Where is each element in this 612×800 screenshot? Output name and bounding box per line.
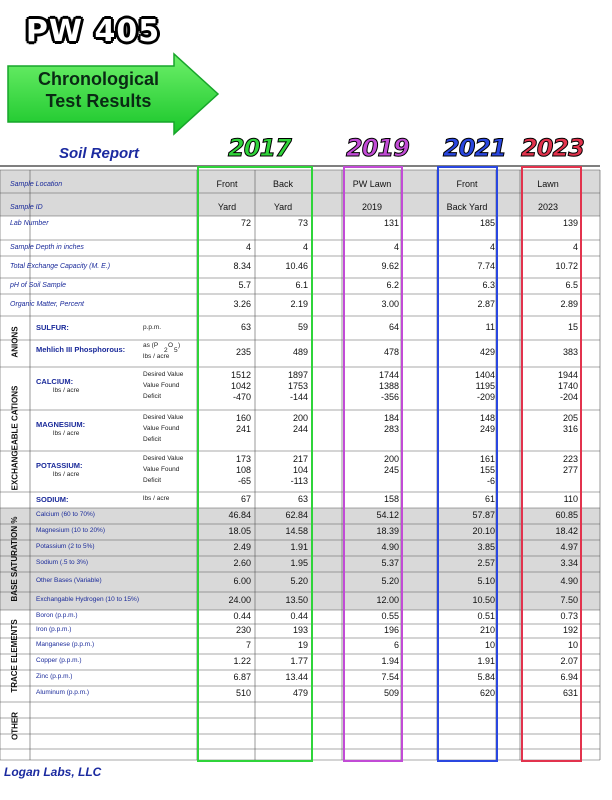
year-2023-label: 2023 [521, 134, 584, 162]
mg_sat-label: Magnesium (10 to 20%) [36, 527, 106, 534]
phos-unit-2: 2 [164, 347, 168, 354]
sulfur-label: SULFUR: [36, 323, 69, 332]
sodium-value: 67 [240, 494, 251, 504]
copper-value: 1.91 [477, 656, 495, 666]
om-value: 3.00 [381, 299, 399, 309]
magnesium-desired-label: Desired Value [143, 414, 184, 421]
sample_depth-value: 4 [245, 242, 251, 252]
magnesium-found-label: Value Found [143, 425, 180, 432]
na_sat-value: 1.95 [290, 558, 308, 568]
potassium-deficit-value: -6 [486, 476, 495, 486]
other_sat-value: 5.20 [381, 576, 399, 586]
calcium-unit: lbs / acre [53, 387, 80, 394]
calcium-found-value: 1042 [230, 381, 251, 391]
sample-id-cell: Back Yard [446, 202, 488, 212]
k_sat-value: 3.85 [477, 542, 495, 552]
iron-value: 210 [479, 625, 495, 635]
other_sat-value: 5.10 [477, 576, 495, 586]
magnesium-found-value: 283 [383, 424, 399, 434]
k_sat-label: Potassium (2 to 5%) [36, 543, 95, 550]
sulfur-value: 59 [297, 322, 308, 332]
calcium-found-value: 1388 [378, 381, 399, 391]
copper-value: 1.77 [290, 656, 308, 666]
copper-value: 1.22 [233, 656, 251, 666]
na_sat-value: 2.60 [233, 558, 251, 568]
magnesium-desired-value: 160 [235, 413, 251, 423]
zinc-value: 6.87 [233, 672, 251, 682]
trace-elements-section-label: TRACE ELEMENTS [10, 619, 19, 693]
h_sat-label: Exchangable Hydrogen (10 to 15%) [36, 596, 139, 603]
magnesium-found-value: 241 [235, 424, 251, 434]
boron-value: 0.44 [233, 611, 251, 621]
ca_sat-value: 60.85 [555, 510, 578, 520]
calcium-found-value: 1740 [557, 381, 578, 391]
lab_number-value: 72 [240, 217, 251, 228]
lab_number-value: 131 [383, 217, 399, 228]
tec-value: 9.62 [381, 261, 399, 271]
potassium-desired-value: 161 [479, 454, 495, 464]
potassium-found-value: 108 [235, 465, 251, 475]
h_sat-value: 13.50 [285, 595, 308, 605]
phos-value: 429 [479, 347, 495, 357]
sodium-value: 61 [484, 494, 495, 504]
boron-value: 0.51 [477, 611, 495, 621]
zinc-value: 6.94 [560, 672, 578, 682]
other_sat-label: Other Bases (Variable) [36, 577, 102, 584]
na_sat-label: Sodium (.5 to 3%) [36, 559, 89, 566]
sample-location-cell: PW Lawn [352, 179, 392, 189]
iron-value: 192 [562, 625, 578, 635]
year-2017-box [197, 166, 313, 762]
sample-location-cell: Lawn [537, 179, 559, 189]
sample-location-cell: Back [272, 179, 293, 189]
potassium-deficit-value: -65 [237, 476, 251, 486]
year-2019-label: 2019 [346, 134, 409, 162]
h_sat-value: 24.00 [228, 595, 251, 605]
k_sat-value: 4.90 [381, 542, 399, 552]
sodium-label: SODIUM: [36, 495, 69, 504]
calcium-desired-value: 1897 [287, 370, 308, 380]
om-value: 2.19 [290, 299, 308, 309]
calcium-label: CALCIUM: [36, 377, 74, 386]
manganese-value: 10 [484, 640, 495, 650]
mg_sat-value: 14.58 [285, 526, 308, 536]
potassium-found-value: 155 [479, 465, 495, 475]
calcium-deficit-value: -356 [380, 392, 399, 402]
lab_number-value: 73 [297, 217, 308, 228]
magnesium-deficit-label: Deficit [143, 436, 162, 443]
report-code-title: PW 405 [25, 14, 161, 49]
magnesium-found-value: 316 [562, 424, 578, 434]
other_sat-value: 6.00 [233, 576, 251, 586]
boron-value: 0.73 [560, 611, 578, 621]
phos-value: 478 [383, 347, 399, 357]
na_sat-value: 5.37 [381, 558, 399, 568]
lab_number-value: 185 [479, 217, 495, 228]
h_sat-value: 12.00 [376, 595, 399, 605]
magnesium-desired-value: 148 [479, 413, 495, 423]
sulfur-value: 63 [240, 322, 251, 332]
calcium-deficit-label: Deficit [143, 393, 162, 400]
ph-value: 6.1 [295, 280, 308, 290]
k_sat-value: 1.91 [290, 542, 308, 552]
manganese-value: 7 [245, 640, 251, 650]
boron-label: Boron (p.p.m.) [36, 612, 78, 619]
magnesium-desired-value: 200 [292, 413, 308, 423]
potassium-desired-value: 173 [235, 454, 251, 464]
ca_sat-value: 62.84 [285, 510, 308, 520]
anions-section-label: ANIONS [10, 325, 19, 358]
iron-value: 196 [383, 625, 399, 635]
iron-label: Iron (p.p.m.) [36, 626, 72, 633]
potassium-found-label: Value Found [143, 466, 180, 473]
ph-value: 6.2 [386, 280, 399, 290]
h_sat-value: 10.50 [472, 595, 495, 605]
sulfur-value: 64 [388, 322, 399, 332]
ca_sat-value: 54.12 [376, 510, 399, 520]
h_sat-value: 7.50 [560, 595, 578, 605]
ph-label: pH of Soil Sample [10, 282, 67, 289]
zinc-value: 13.44 [285, 672, 308, 682]
om-value: 3.26 [233, 299, 251, 309]
aluminum-value: 631 [562, 688, 578, 698]
potassium-deficit-value: -113 [290, 476, 308, 486]
calcium-found-label: Value Found [143, 382, 180, 389]
year-2023-box [521, 166, 582, 762]
manganese-value: 6 [393, 640, 399, 650]
iron-value: 230 [235, 625, 251, 635]
copper-value: 2.07 [560, 656, 578, 666]
calcium-desired-value: 1404 [474, 370, 495, 380]
aluminum-label: Aluminum (p.p.m.) [36, 689, 90, 696]
sample_depth-label: Sample Depth in inches [10, 244, 84, 251]
mg_sat-value: 18.05 [228, 526, 251, 536]
ca_sat-label: Calcium (60 to 70%) [36, 511, 95, 518]
potassium-desired-value: 217 [292, 454, 308, 464]
sulfur-value: 15 [567, 322, 578, 332]
sodium-value: 110 [563, 494, 578, 504]
report-title: Soil Report [59, 145, 140, 162]
lab_number-label: Lab Number [10, 219, 49, 227]
om-label: Organic Matter, Percent [10, 301, 84, 308]
sulfur-unit: p.p.m. [143, 324, 162, 331]
sodium-unit: lbs / acre [143, 495, 170, 502]
magnesium-unit: lbs / acre [53, 430, 80, 437]
manganese-label: Manganese (p.p.m.) [36, 641, 95, 648]
arrow-label-line2: Test Results [45, 91, 152, 111]
sample_depth-value: 4 [393, 242, 399, 252]
potassium-label: POTASSIUM: [36, 461, 83, 470]
ph-value: 5.7 [238, 280, 251, 290]
base-saturation-section-label: BASE SATURATION % [10, 516, 19, 602]
mg_sat-value: 18.39 [376, 526, 399, 536]
manganese-value: 19 [297, 640, 308, 650]
magnesium-label: MAGNESIUM: [36, 420, 86, 429]
mg_sat-value: 18.42 [555, 526, 578, 536]
year-2021-box [437, 166, 498, 762]
phos-value: 235 [235, 347, 251, 357]
na_sat-value: 2.57 [477, 558, 495, 568]
calcium-deficit-value: -209 [476, 392, 495, 402]
sample_depth-value: 4 [489, 242, 495, 252]
potassium-found-value: 104 [292, 465, 308, 475]
phosphorous-label: Mehlich III Phosphorous: [36, 345, 126, 354]
sample-id-label: Sample ID [10, 204, 43, 211]
lab_number-value: 139 [562, 217, 578, 228]
potassium-found-value: 277 [562, 465, 578, 475]
boron-value: 0.44 [290, 611, 308, 621]
zinc-value: 5.84 [477, 672, 495, 682]
phos-value: 489 [292, 347, 308, 357]
calcium-deficit-value: -470 [232, 392, 251, 402]
om-value: 2.87 [477, 299, 495, 309]
magnesium-desired-value: 205 [562, 413, 578, 423]
aluminum-value: 620 [479, 688, 495, 698]
tec-value: 10.72 [555, 261, 578, 271]
sample-id-cell: 2023 [537, 202, 559, 212]
magnesium-desired-value: 184 [383, 413, 399, 423]
copper-value: 1.94 [381, 656, 399, 666]
zinc-value: 7.54 [381, 672, 399, 682]
calcium-desired-value: 1512 [230, 370, 251, 380]
calcium-found-value: 1753 [287, 381, 308, 391]
ca_sat-value: 57.87 [472, 510, 495, 520]
sodium-value: 63 [297, 494, 308, 504]
aluminum-value: 479 [292, 688, 308, 698]
calcium-desired-value: 1944 [557, 370, 578, 380]
ph-value: 6.3 [482, 280, 495, 290]
year-2019-box [343, 166, 403, 762]
aluminum-value: 510 [235, 688, 251, 698]
boron-value: 0.55 [381, 611, 399, 621]
potassium-desired-label: Desired Value [143, 455, 184, 462]
sample_depth-value: 4 [302, 242, 308, 252]
na_sat-value: 3.34 [560, 558, 578, 568]
iron-value: 193 [292, 625, 308, 635]
cations-section-label: EXCHANGEABLE CATIONS [10, 385, 19, 490]
calcium-desired-label: Desired Value [143, 371, 184, 378]
calcium-deficit-value: -204 [559, 392, 578, 402]
zinc-label: Zinc (p.p.m.) [36, 673, 73, 680]
potassium-unit: lbs / acre [53, 471, 80, 478]
lab-name: Logan Labs, LLC [4, 765, 102, 779]
other_sat-value: 5.20 [290, 576, 308, 586]
potassium-found-value: 245 [383, 465, 399, 475]
sulfur-value: 11 [485, 322, 495, 332]
sample-location-cell: Front [456, 179, 478, 189]
other-section-label: OTHER [10, 711, 19, 740]
sample-location-label: Sample Location [10, 181, 63, 188]
sample-id-cell: Yard [217, 202, 237, 212]
calcium-deficit-value: -144 [289, 392, 308, 402]
sample_depth-value: 4 [572, 242, 578, 252]
sample-id-cell: Yard [273, 202, 293, 212]
year-2021-label: 2021 [443, 134, 506, 162]
arrow-label-line1: Chronological [38, 69, 159, 89]
potassium-deficit-label: Deficit [143, 477, 162, 484]
other_sat-value: 4.90 [560, 576, 578, 586]
magnesium-found-value: 244 [292, 424, 308, 434]
copper-label: Copper (p.p.m.) [36, 657, 82, 664]
mg_sat-value: 20.10 [472, 526, 495, 536]
phos-unit-as: as (P [143, 342, 159, 349]
k_sat-value: 4.97 [560, 542, 578, 552]
year-2017-label: 2017 [228, 134, 291, 162]
potassium-desired-value: 223 [562, 454, 578, 464]
phos-unit-close: ) [178, 342, 181, 349]
k_sat-value: 2.49 [233, 542, 251, 552]
tec-value: 8.34 [233, 261, 251, 271]
calcium-found-value: 1195 [475, 381, 495, 391]
phos-unit-o: O [168, 342, 174, 349]
om-value: 2.89 [560, 299, 578, 309]
phos-unit-lbs: lbs / acre [143, 353, 170, 360]
tec-value: 10.46 [285, 261, 308, 271]
aluminum-value: 509 [383, 688, 399, 698]
sample-id-cell: 2019 [361, 202, 383, 212]
phos-value: 383 [562, 347, 578, 357]
ph-value: 6.5 [565, 280, 578, 290]
manganese-value: 10 [567, 640, 578, 650]
calcium-desired-value: 1744 [378, 370, 399, 380]
potassium-desired-value: 200 [383, 454, 399, 464]
tec-value: 7.74 [477, 261, 495, 271]
sample-location-cell: Front [216, 179, 238, 189]
magnesium-found-value: 249 [479, 424, 495, 434]
sodium-value: 158 [383, 494, 399, 504]
tec-label: Total Exchange Capacity (M. E.) [10, 263, 111, 270]
phos-unit-5: 5 [174, 347, 178, 354]
ca_sat-value: 46.84 [228, 510, 251, 520]
